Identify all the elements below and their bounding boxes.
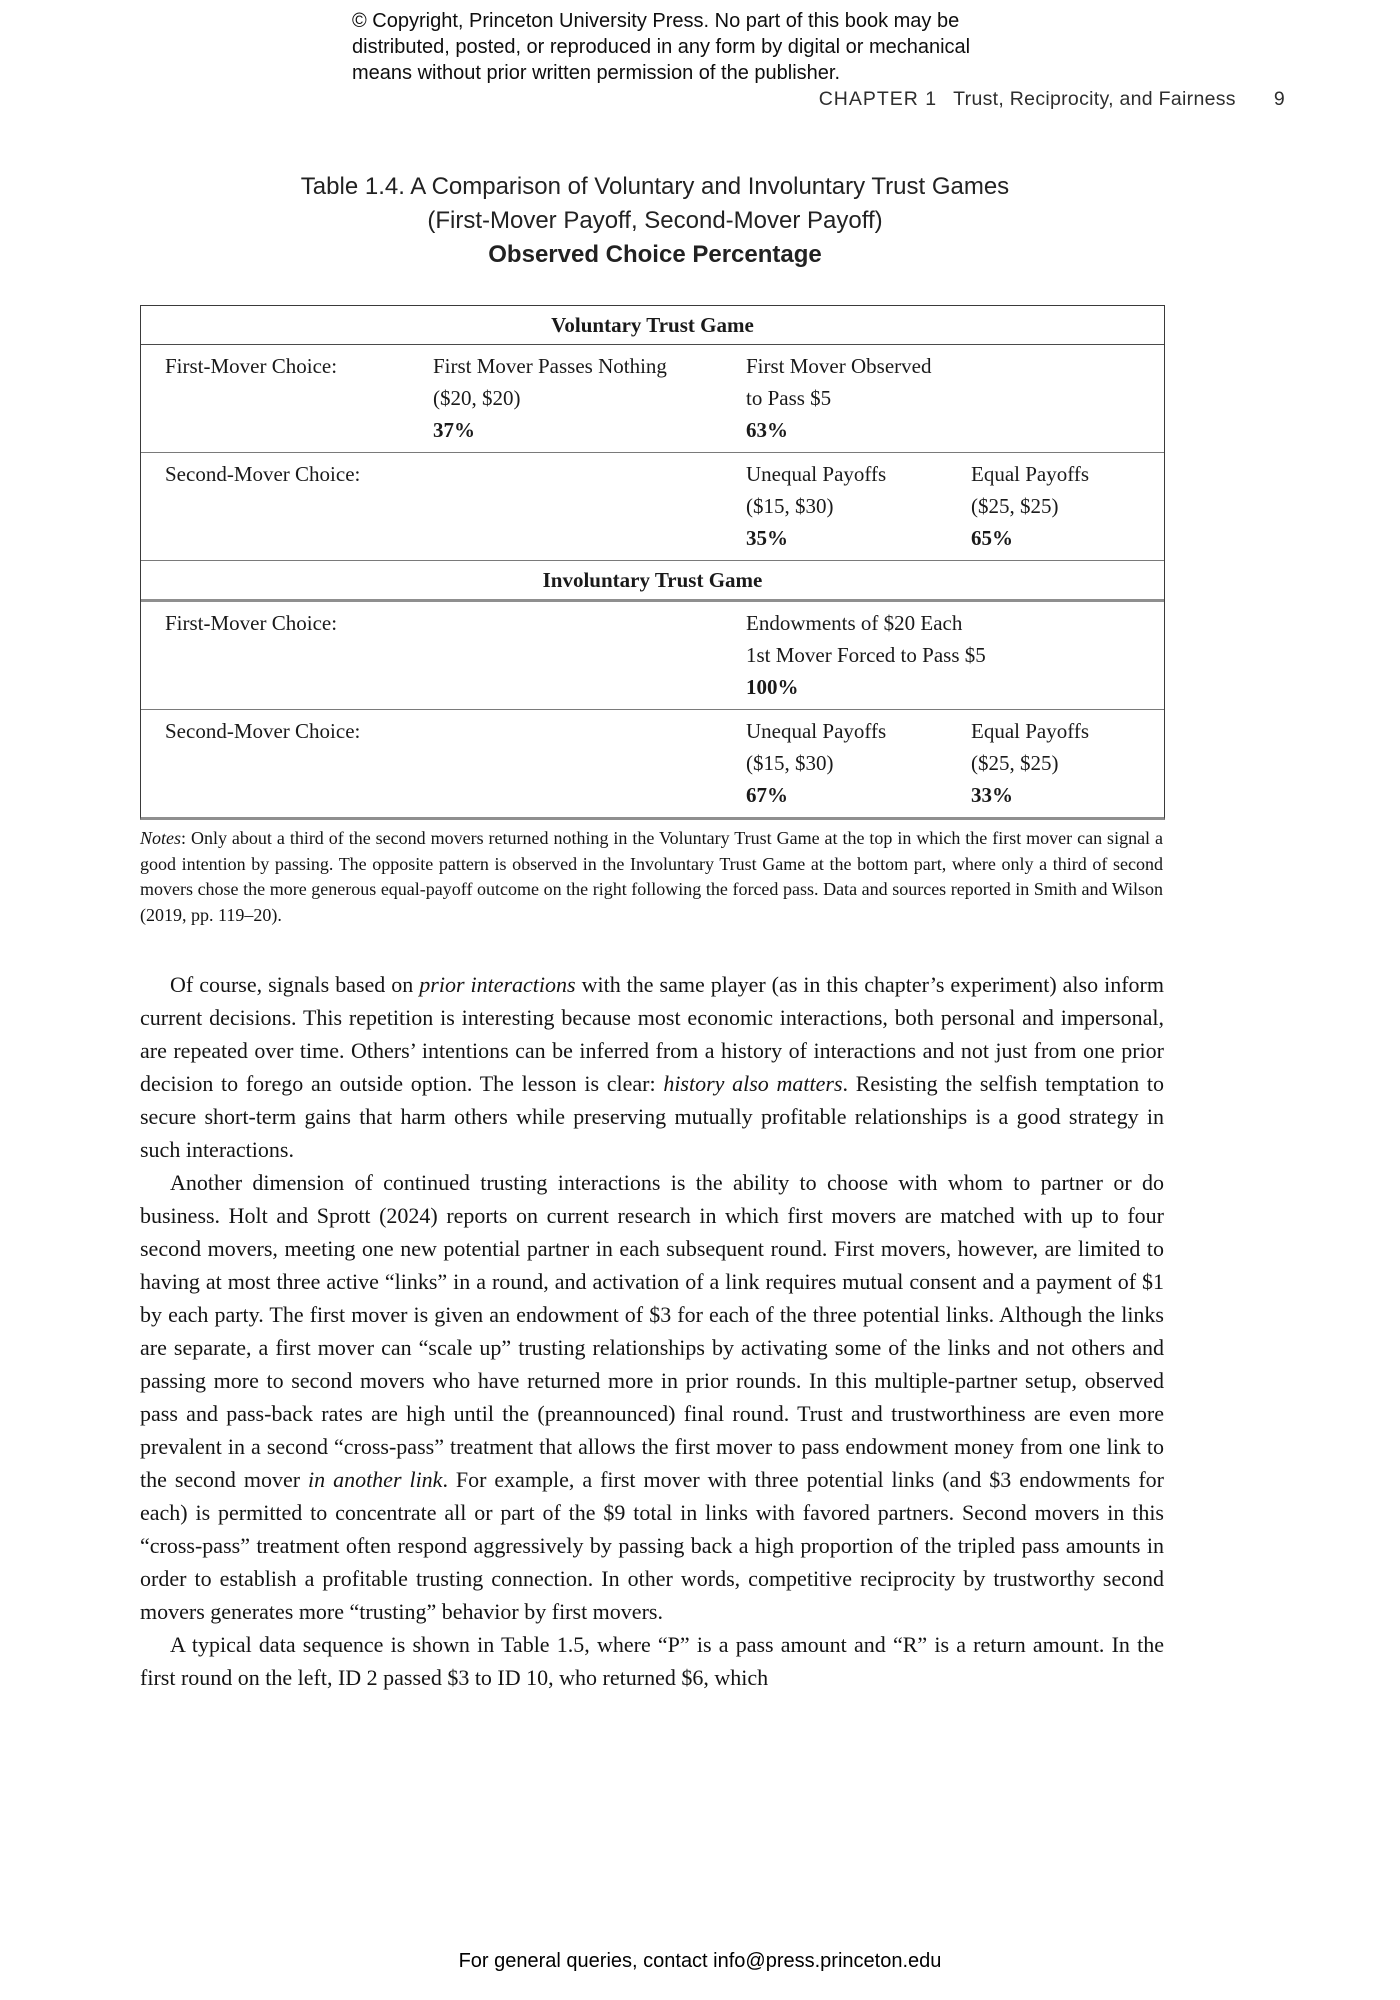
- table-caption-line-2: (First-Mover Payoff, Second-Mover Payoff): [427, 207, 883, 234]
- row-label: Second-Mover Choice:: [165, 719, 361, 743]
- cell-line: Unequal Payoffs: [746, 719, 887, 743]
- choice-cell: [746, 350, 1164, 450]
- section-header-voluntary: Voluntary Trust Game: [141, 306, 1164, 345]
- choice-cell: [971, 715, 1164, 815]
- section-header-involuntary: Involuntary Trust Game: [141, 560, 1164, 602]
- choice-cell: [746, 607, 1164, 707]
- body-text: [140, 968, 1164, 1694]
- cell-line: Equal Payoffs: [971, 462, 1090, 486]
- table-row: [141, 602, 1164, 709]
- chapter-title: Trust, Reciprocity, and Fairness: [953, 88, 1236, 110]
- cell-line: First Mover Passes Nothing: [433, 354, 667, 378]
- row-label: Second-Mover Choice:: [165, 462, 361, 486]
- paragraph-2: Another dimension of continued trusting interactions is the ability to choose with whom to partner or do business. Holt and Sprott (2024) reports on current research in which first movers are matched with up to four second movers, meeting one new potential partner in each subsequent round. First movers, however, are limited to having at most three active “links” in a round, and activation of a link requires mutual consent and a payment of $1 by each party. The first mover is given an endowment of $3 for each of the three potential links. Although the links are separate, a first mover can “scale up” trusting relationships by activating some of the links and not others and passing more to second movers who have returned more in prior rounds. In this multiple-partner setup, observed pass and pass-back rates are high until the (preannounced) final round. Trust and trustworthiness are even more prevalent in a second “cross-pass” treatment that allows the first mover to pass endowment money from one link to the second mover in another link. For example, a first mover with three potential links (and $3 endowments for each) is permitted to concentrate all or part of the $9 total in links with favored partners. Second movers in this “cross-pass” treatment often respond aggressively by passing back a high proportion of the tripled pass amounts in order to establish a profitable trusting connection. In other words, competitive reciprocity by trustworthy second movers generates more “trusting” behavior by first movers.: [140, 1170, 1165, 1624]
- cell-line: Endowments of $20 Each: [746, 611, 963, 635]
- cell-line: Unequal Payoffs: [746, 462, 887, 486]
- payoff-pair: ($25, $25): [971, 751, 1059, 775]
- table-row: [141, 345, 1164, 452]
- chapter-label: CHAPTER 1: [818, 88, 938, 110]
- percentage-value: 35%: [746, 526, 788, 550]
- page-number: 9: [1273, 88, 1285, 110]
- footer-contact: For general queries, contact info@press.princeton.edu: [458, 1950, 942, 1972]
- percentage-value: 100%: [746, 675, 799, 699]
- paragraph-3: A typical data sequence is shown in Table 1.5, where “P” is a pass amount and “R” is a return amount. In the first round on the left, ID 2 passed $3 to ID 10, who returned $6, which: [140, 1632, 1164, 1690]
- payoff-pair: ($15, $30): [746, 494, 834, 518]
- table-row: [141, 452, 1164, 560]
- row-label: First-Mover Choice:: [165, 354, 338, 378]
- choice-cell: [746, 458, 971, 558]
- choice-cell: [971, 458, 1164, 558]
- table-caption-line-1: Table 1.4. A Comparison of Voluntary and Involuntary Trust Games: [300, 173, 1010, 200]
- choice-cell: [746, 715, 971, 815]
- table-row: [141, 709, 1164, 817]
- payoff-pair: ($25, $25): [971, 494, 1059, 518]
- row-label: First-Mover Choice:: [165, 611, 338, 635]
- table-caption: [140, 170, 1170, 272]
- percentage-value: 37%: [433, 418, 475, 442]
- table-notes: Notes: Only about a third of the second movers returned nothing in the Voluntary Trust Game at the top in which the first mover can signal a good intention by passing. The opposite pattern is observed in the Involuntary Trust Game at the bottom part, where only a third of second movers chose the more generous equal-payoff outcome on the right following the forced pass. Data and sources reported in Smith and Wilson (2019, pp. 119–20).: [140, 828, 1163, 925]
- cell-line: to Pass $5: [746, 386, 832, 410]
- cell-line: Equal Payoffs: [971, 719, 1090, 743]
- choice-cell: [433, 350, 746, 450]
- payoff-pair: ($15, $30): [746, 751, 834, 775]
- copyright-line-2: distributed, posted, or reproduced in any form by digital or mechanical: [352, 36, 971, 58]
- table-caption-line-3: Observed Choice Percentage: [488, 241, 822, 268]
- copyright-notice: [352, 8, 970, 86]
- percentage-value: 67%: [746, 783, 788, 807]
- paragraph-1: Of course, signals based on prior interactions with the same player (as in this chapter’s experiment) also inform current decisions. This repetition is interesting because most economic interactions, both personal and impersonal, are repeated over time. Others’ intentions can be inferred from a history of interactions and not just from one prior decision to forego an outside option. The lesson is clear: history also matters. Resisting the selfish temptation to secure short-term gains that harm others while preserving mutually profitable relationships is a good strategy in such interactions.: [140, 972, 1164, 1162]
- percentage-value: 63%: [746, 418, 788, 442]
- copyright-line-3: means without prior written permission of the publisher.: [352, 62, 841, 84]
- running-head: [0, 88, 1285, 111]
- cell-line: First Mover Observed: [746, 354, 932, 378]
- percentage-value: 65%: [971, 526, 1013, 550]
- copyright-line-1: © Copyright, Princeton University Press. No part of this book may be: [352, 10, 960, 32]
- cell-line: 1st Mover Forced to Pass $5: [746, 643, 986, 667]
- percentage-value: 33%: [971, 783, 1013, 807]
- payoff-pair: ($20, $20): [433, 386, 521, 410]
- trust-game-table: [140, 305, 1165, 820]
